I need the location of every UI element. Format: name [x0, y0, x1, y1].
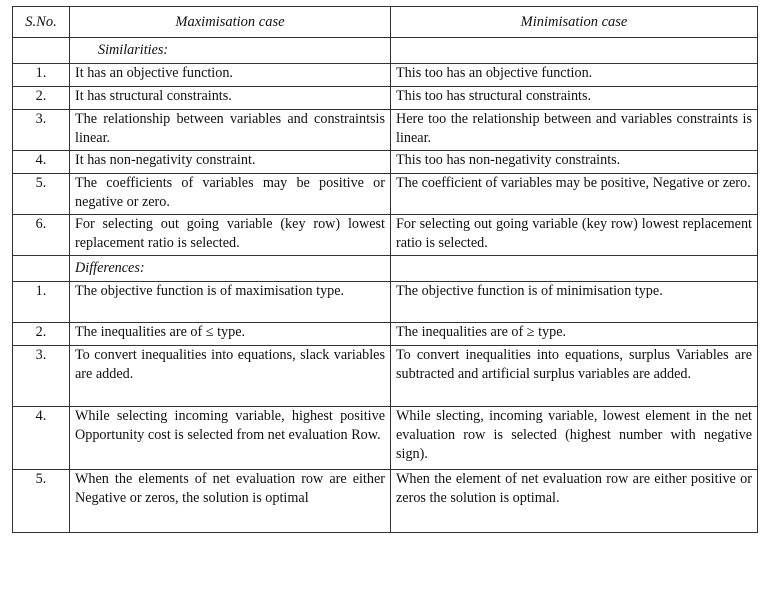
table-row — [13, 407, 758, 470]
row-number: 4. — [13, 407, 70, 470]
row-number: 1. — [13, 64, 70, 87]
empty-cell — [13, 256, 70, 282]
table-row — [13, 110, 758, 151]
maximisation-cell: To convert inequalities into equations, slack variables are added. — [70, 346, 391, 407]
row-number: 3. — [13, 110, 70, 151]
section-row-similarities — [13, 38, 758, 64]
minimisation-cell: To convert inequalities into equations, surplus Variables are subtracted and artificial surplus variables are added. — [391, 346, 758, 407]
header-maximisation: Maximisation case — [70, 7, 391, 38]
minimisation-cell: The objective function is of minimisation type. — [391, 282, 758, 323]
table-row — [13, 174, 758, 215]
minimisation-cell: The inequalities are of ≥ type. — [391, 323, 758, 346]
maximisation-cell: The coefficients of variables may be positive or negative or zero. — [70, 174, 391, 215]
section-row-differences — [13, 256, 758, 282]
maximisation-cell: For selecting out going variable (key row) lowest replacement ratio is selected. — [70, 215, 391, 256]
maximisation-cell: While selecting incoming variable, highest positive Opportunity cost is selected from net evaluation Row. — [70, 407, 391, 470]
row-number: 2. — [13, 87, 70, 110]
header-minimisation: Minimisation case — [391, 7, 758, 38]
minimisation-cell: When the element of net evaluation row are either positive or zeros the solution is optimal. — [391, 470, 758, 533]
table-row — [13, 64, 758, 87]
minimisation-cell: The coefficient of variables may be positive, Negative or zero. — [391, 174, 758, 215]
comparison-table — [12, 6, 758, 533]
minimisation-cell: Here too the relationship between and variables constraints is linear. — [391, 110, 758, 151]
empty-cell — [13, 38, 70, 64]
minimisation-cell: For selecting out going variable (key row) lowest replacement ratio is selected. — [391, 215, 758, 256]
row-number: 6. — [13, 215, 70, 256]
maximisation-cell: The inequalities are of ≤ type. — [70, 323, 391, 346]
maximisation-cell: When the elements of net evaluation row are either Negative or zeros, the solution is optimal — [70, 470, 391, 533]
section-label-differences: Differences: — [70, 256, 391, 282]
empty-cell — [391, 256, 758, 282]
header-sno: S.No. — [13, 7, 70, 38]
minimisation-cell: This too has an objective function. — [391, 64, 758, 87]
maximisation-cell: It has an objective function. — [70, 64, 391, 87]
table-row — [13, 215, 758, 256]
row-number: 5. — [13, 470, 70, 533]
table-row — [13, 87, 758, 110]
minimisation-cell: While slecting, incoming variable, lowest element in the net evaluation row is selected (highest number with negative sign). — [391, 407, 758, 470]
header-row — [13, 7, 758, 38]
table-row — [13, 346, 758, 407]
minimisation-cell: This too has structural constraints. — [391, 87, 758, 110]
row-number: 4. — [13, 151, 70, 174]
row-number: 1. — [13, 282, 70, 323]
table-row — [13, 282, 758, 323]
maximisation-cell: It has structural constraints. — [70, 87, 391, 110]
section-label-similarities: Similarities: — [70, 38, 391, 64]
maximisation-cell: The relationship between variables and constraintsis linear. — [70, 110, 391, 151]
maximisation-cell: The objective function is of maximisation type. — [70, 282, 391, 323]
empty-cell — [391, 38, 758, 64]
row-number: 2. — [13, 323, 70, 346]
row-number: 3. — [13, 346, 70, 407]
maximisation-cell: It has non-negativity constraint. — [70, 151, 391, 174]
table-row — [13, 323, 758, 346]
table-row — [13, 470, 758, 533]
row-number: 5. — [13, 174, 70, 215]
table-row — [13, 151, 758, 174]
minimisation-cell: This too has non-negativity constraints. — [391, 151, 758, 174]
